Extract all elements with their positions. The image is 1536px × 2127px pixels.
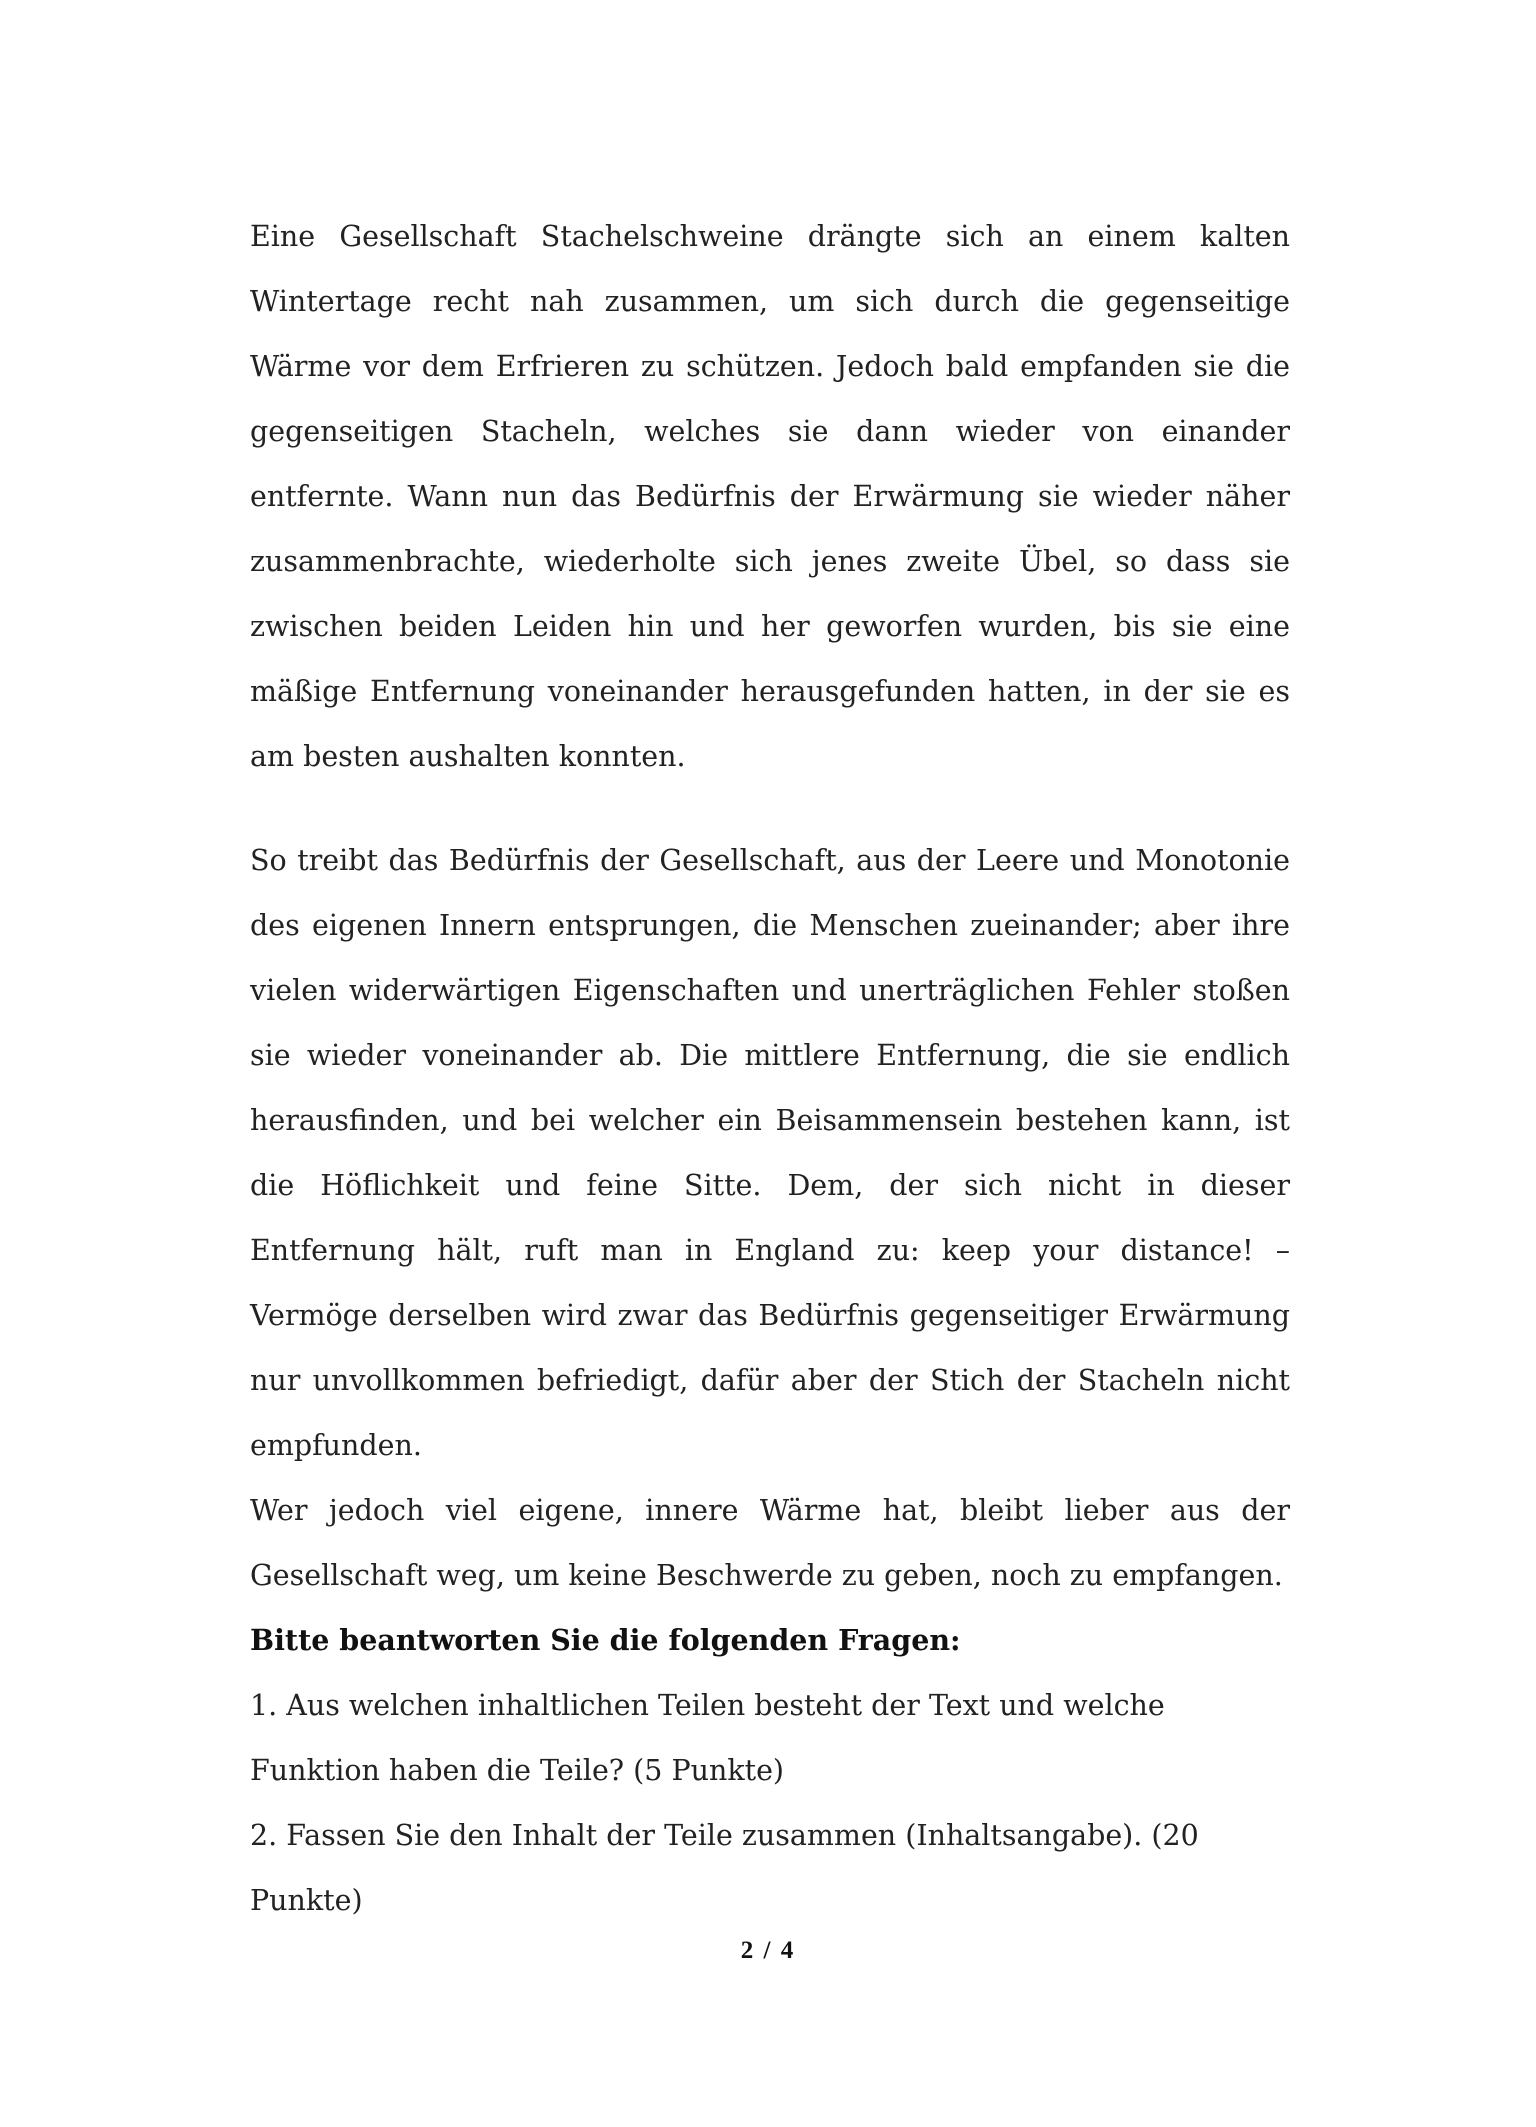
page-number: 2 / 4 bbox=[740, 1937, 796, 1964]
document-body bbox=[250, 204, 1290, 1933]
paragraph-3: Wer jedoch viel eigene, innere Wärme hat, bleibt lieber aus der Gesellschaft weg, um keine Beschwerde zu geben, noch zu empfangen. bbox=[250, 1494, 1290, 1592]
question-2: 2. Fassen Sie den Inhalt der Teile zusammen (Inhaltsangabe). (20 Punkte) bbox=[250, 1819, 1199, 1917]
paragraph-spacer bbox=[250, 789, 1290, 828]
paragraph-2: So treibt das Bedürfnis der Gesellschaft, aus der Leere und Monotonie des eigenen Innern entsprungen, die Menschen zueinander; aber ihre vielen widerwärtigen Eigenschaften und unerträglichen Fehler stoßen sie wieder voneinander ab. Die mittlere Entfernung, die sie endlich herausfinden, und bei welcher ein Beisammensein bestehen kann, ist die Höflichkeit und feine Sitte. Dem, der sich nicht in dieser Entfernung hält, ruft man in England zu: keep your distance! – Vermöge derselben wird zwar das Bedürfnis gegenseitiger Erwärmung nur unvollkommen befriedigt, dafür aber der Stich der Stacheln nicht empfunden. bbox=[250, 844, 1290, 1462]
paragraph-1: Eine Gesellschaft Stachelschweine drängte sich an einem kalten Wintertage recht nah zusammen, um sich durch die gegenseitige Wärme vor dem Erfrieren zu schützen. Jedoch bald empfanden sie die gegenseitigen Stacheln, welches sie dann wieder von einander entfernte. Wann nun das Bedürfnis der Erwärmung sie wieder näher zusammenbrachte, wiederholte sich jenes zweite Übel, so dass sie zwischen beiden Leiden hin und her geworfen wurden, bis sie eine mäßige Entfernung voneinander herausgefunden hatten, in der sie es am besten aushalten konnten. bbox=[250, 220, 1290, 773]
question-1: 1. Aus welchen inhaltlichen Teilen besteht der Text und welche Funktion haben die Teile? (5 Punkte) bbox=[250, 1689, 1165, 1787]
questions-heading: Bitte beantworten Sie die folgenden Fragen: bbox=[250, 1623, 961, 1657]
